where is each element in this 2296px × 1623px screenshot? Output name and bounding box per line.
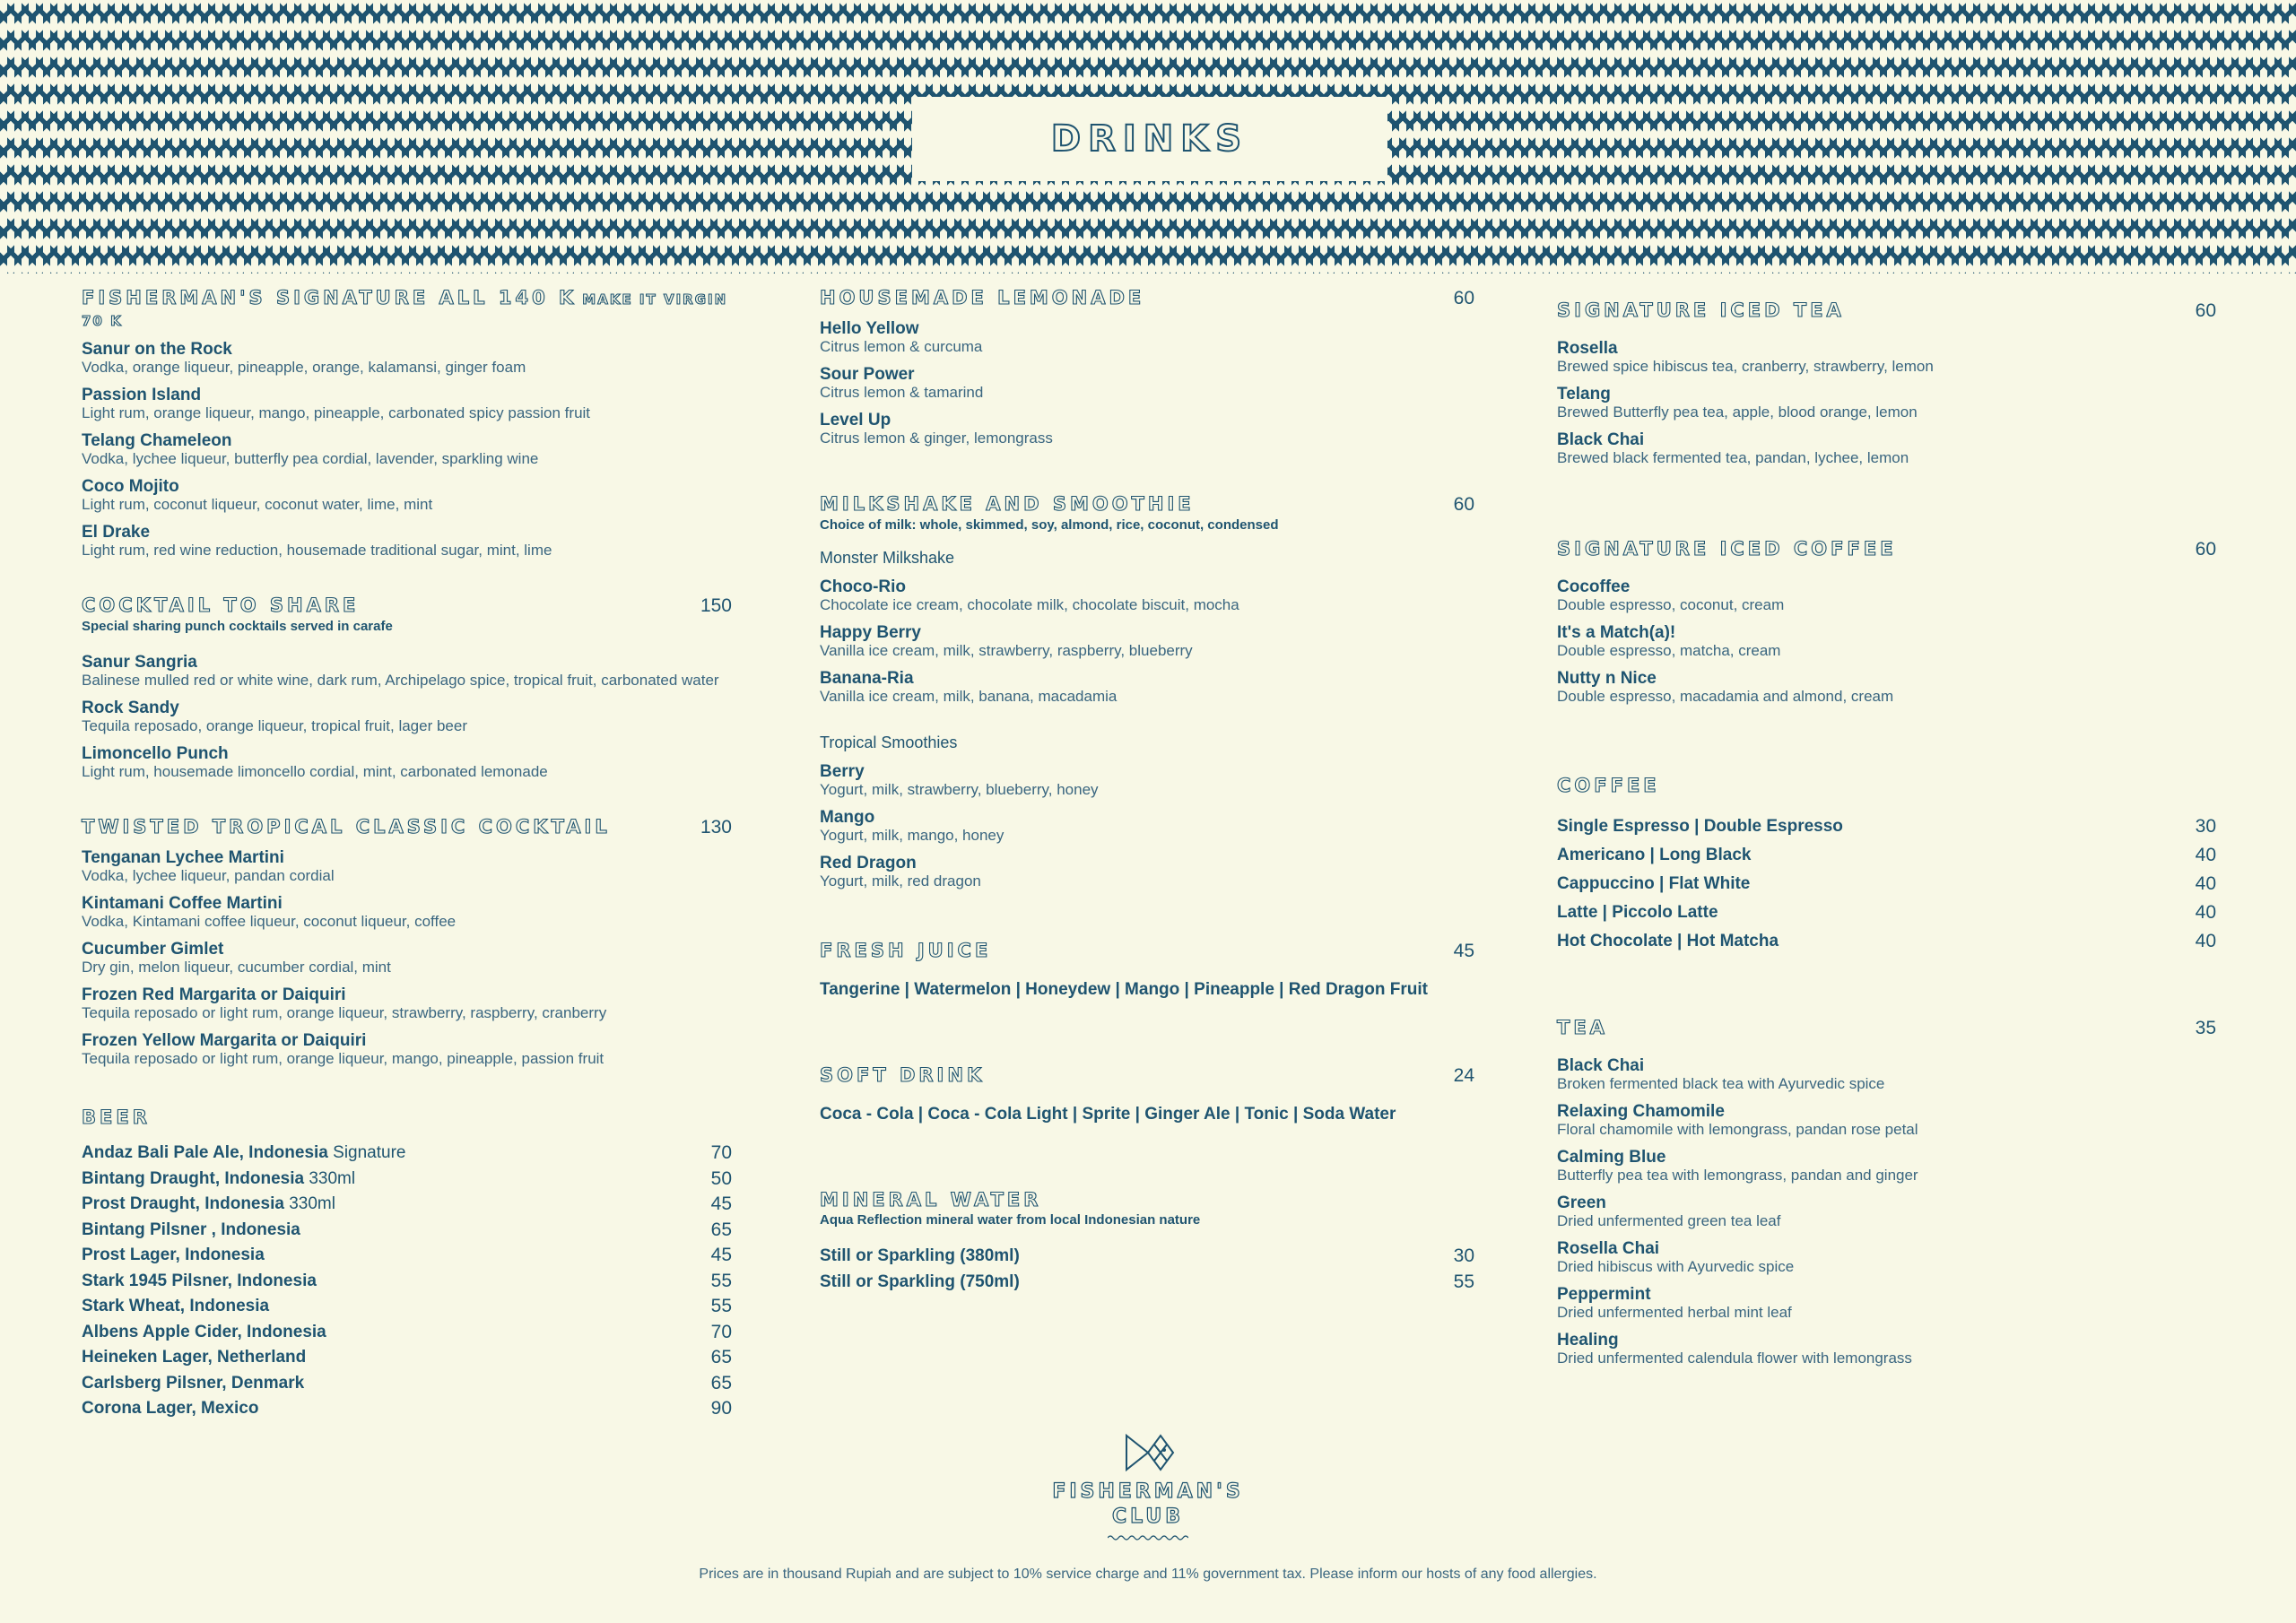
section-mineral-water [820, 1189, 1474, 1295]
section-soft-drink [820, 1064, 1474, 1124]
item-name: Coco Mojito [82, 477, 179, 496]
row-price: 65 [710, 1219, 732, 1240]
menu-item [1557, 1103, 2216, 1138]
section-price: 130 [700, 817, 732, 838]
item-name: Frozen Yellow Margarita or Daiquiri [82, 1031, 367, 1050]
item-name: Kintamani Coffee Martini [82, 894, 283, 913]
row-price: 45 [710, 1193, 732, 1214]
menu-item [820, 855, 1474, 890]
row-price: 55 [710, 1296, 732, 1316]
item-list [820, 578, 1474, 705]
item-list [820, 763, 1474, 890]
row-price: 40 [2195, 902, 2216, 923]
item-description: Butterfly pea tea with lemongrass, pandan and ginger [1557, 1167, 1918, 1184]
row-extra: 330ml [289, 1194, 335, 1213]
item-name: Nutty n Nice [1557, 669, 1657, 688]
section-header [820, 1064, 1474, 1087]
price-row [1557, 812, 2216, 841]
row-price: 30 [1453, 1245, 1474, 1266]
section-subtitle: Special sharing punch cocktails served in carafe [82, 619, 393, 634]
item-description: Double espresso, macadamia and almond, cream [1557, 688, 1894, 705]
coffee-list [1557, 812, 2216, 956]
row-label [1557, 927, 1779, 956]
item-name: Sanur Sangria [82, 653, 197, 672]
section-title: SIGNATURE ICED TEA [1557, 299, 1845, 321]
row-price: 65 [710, 1347, 732, 1367]
section-price: 60 [2195, 300, 2216, 321]
item-description: Citrus lemon & ginger, lemongrass [820, 430, 1053, 447]
section-milkshake [820, 493, 1474, 890]
menu-item [820, 624, 1474, 659]
section-header [820, 940, 1474, 962]
group-label: Monster Milkshake [820, 549, 955, 567]
row-price: 55 [1453, 1271, 1474, 1292]
item-list [82, 849, 732, 1067]
row-label [82, 1269, 317, 1295]
row-label [82, 1294, 269, 1320]
item-name: Berry [820, 762, 865, 781]
menu-item [820, 809, 1474, 844]
item-description: Yogurt, milk, mango, honey [820, 827, 1004, 844]
price-row [82, 1320, 732, 1346]
section-header [820, 493, 1474, 516]
item-name: Peppermint [1557, 1285, 1651, 1304]
item-description: Vodka, Kintamani coffee liqueur, coconut liqueur, coffee [82, 913, 457, 930]
section-price: 24 [1453, 1065, 1474, 1086]
item-name: Cucumber Gimlet [82, 940, 224, 959]
price-row [82, 1167, 732, 1193]
section-tea [1557, 1017, 2216, 1367]
row-name: Heineken Lager, Netherland [82, 1348, 307, 1367]
row-name: Stark 1945 Pilsner, Indonesia [82, 1271, 317, 1290]
item-name: Green [1557, 1193, 1606, 1212]
juice-list: Tangerine | Watermelon | Honeydew | Mango | Pineapple | Red Dragon Fruit [820, 980, 1428, 999]
item-list [82, 654, 732, 780]
row-name: Cappuccino | Flat White [1557, 874, 1751, 893]
row-price: 70 [710, 1142, 732, 1163]
item-description: Vanilla ice cream, milk, strawberry, raspberry, blueberry [820, 642, 1193, 659]
fish-icon [1119, 1430, 1177, 1475]
price-row [82, 1396, 732, 1422]
section-price: 60 [1453, 288, 1474, 308]
section-title: COFFEE [1557, 775, 1660, 796]
item-description: Chocolate ice cream, chocolate milk, chocolate biscuit, mocha [820, 596, 1239, 613]
section-title: BEER [82, 1107, 151, 1128]
row-name: Latte | Piccolo Latte [1557, 903, 1718, 922]
footer-note: Prices are in thousand Rupiah and are subject to 10% service charge and 11% government tax. Please inform our hosts of any food allergies. [699, 1567, 1597, 1582]
item-description: Vodka, lychee liqueur, butterfly pea cordial, lavender, sparkling wine [82, 450, 539, 467]
row-price: 65 [710, 1372, 732, 1393]
item-name: Passion Island [82, 386, 202, 404]
item-name: Telang [1557, 385, 1611, 404]
section-header [1557, 299, 2216, 322]
menu-item [82, 699, 732, 734]
section-subtitle: Choice of milk: whole, skimmed, soy, almond, rice, coconut, condensed [820, 517, 1279, 533]
menu-item [1557, 670, 2216, 705]
menu-item [82, 941, 732, 976]
section-title: FRESH JUICE [820, 940, 992, 961]
price-row [1557, 898, 2216, 927]
page-title: DRINKS [1050, 118, 1249, 160]
row-label [82, 1141, 406, 1167]
item-name: Red Dragon [820, 854, 917, 872]
row-label [1557, 812, 1843, 841]
item-name: Sanur on the Rock [82, 340, 232, 359]
section-title: SIGNATURE ICED COFFEE [1557, 538, 1897, 560]
section-title: MINERAL WATER [820, 1189, 1042, 1211]
price-row [1557, 870, 2216, 898]
row-name: Bintang Draught, Indonesia [82, 1168, 305, 1188]
menu-item [820, 578, 1474, 613]
row-label [82, 1218, 300, 1244]
price-row [82, 1192, 732, 1218]
item-name: Happy Berry [820, 623, 921, 642]
row-name: Hot Chocolate | Hot Matcha [1557, 932, 1779, 950]
item-description: Broken fermented black tea with Ayurvedic spice [1557, 1075, 1885, 1092]
menu-item [820, 763, 1474, 798]
item-description: Dried unfermented calendula flower with lemongrass [1557, 1350, 1912, 1367]
section-signature [82, 287, 732, 559]
column-left [82, 287, 732, 1422]
menu-item [820, 366, 1474, 401]
menu-item [82, 895, 732, 930]
beer-list [82, 1141, 732, 1422]
item-description: Brewed Butterfly pea tea, apple, blood orange, lemon [1557, 404, 1918, 421]
section-title [82, 287, 732, 330]
menu-item [1557, 386, 2216, 421]
item-name: Black Chai [1557, 1056, 1645, 1075]
item-name: Tenganan Lychee Martini [82, 848, 284, 867]
item-name: Frozen Red Margarita or Daiquiri [82, 985, 346, 1004]
price-row [82, 1345, 732, 1371]
section-title: COCKTAIL TO SHARE [82, 595, 360, 616]
row-price: 40 [2195, 931, 2216, 951]
menu-item [1557, 624, 2216, 659]
price-row [1557, 841, 2216, 870]
menu-item [1557, 578, 2216, 613]
menu-item [82, 1032, 732, 1067]
menu-item [82, 745, 732, 780]
menu-item [820, 412, 1474, 447]
row-name: Prost Draught, Indonesia [82, 1194, 284, 1213]
menu-item [820, 320, 1474, 355]
item-name: Cocoffee [1557, 577, 1631, 596]
section-share [82, 595, 732, 780]
item-list [1557, 578, 2216, 705]
item-description: Vanilla ice cream, milk, banana, macadamia [820, 688, 1118, 705]
row-name: Single Espresso | Double Espresso [1557, 817, 1843, 836]
item-description: Dried unfermented green tea leaf [1557, 1212, 1781, 1229]
item-description: Light rum, red wine reduction, housemade traditional sugar, mint, lime [82, 542, 552, 559]
item-description: Yogurt, milk, red dragon [820, 872, 981, 890]
price-row [82, 1269, 732, 1295]
soft-drink-list: Coca - Cola | Coca - Cola Light | Sprite | Ginger Ale | Tonic | Soda Water [820, 1105, 1396, 1124]
row-label [820, 1270, 1020, 1296]
item-description: Dry gin, melon liqueur, cucumber cordial, mint [82, 959, 391, 976]
price-row [82, 1243, 732, 1269]
section-header [82, 595, 732, 617]
section-title: TWISTED TROPICAL CLASSIC COCKTAIL [82, 816, 611, 838]
section-price: 35 [2195, 1018, 2216, 1038]
section-coffee [1557, 775, 2216, 956]
menu-item [82, 849, 732, 884]
section-title: MILKSHAKE AND SMOOTHIE [820, 493, 1195, 515]
menu-item [82, 986, 732, 1021]
menu-item [820, 670, 1474, 705]
item-name: Limoncello Punch [82, 744, 229, 763]
price-row [820, 1244, 1474, 1270]
brand-logo [1031, 1430, 1265, 1546]
price-row [820, 1270, 1474, 1296]
item-description: Citrus lemon & curcuma [820, 338, 983, 355]
section-juice [820, 940, 1474, 1000]
item-name: Rosella Chai [1557, 1239, 1660, 1258]
item-description: Light rum, orange liqueur, mango, pineapple, carbonated spicy passion fruit [82, 404, 591, 421]
item-description: Balinese mulled red or white wine, dark rum, Archipelago spice, tropical fruit, carbonated water [82, 672, 719, 689]
item-name: It's a Match(a)! [1557, 623, 1676, 642]
signature-title: FISHERMAN'S SIGNATURE ALL 140 K [82, 287, 578, 308]
item-name: Mango [820, 808, 875, 827]
section-iced-coffee [1557, 538, 2216, 705]
price-row [1557, 927, 2216, 956]
item-description: Tequila reposado, orange liqueur, tropical fruit, lager beer [82, 717, 467, 734]
menu-item [1557, 1332, 2216, 1367]
section-price: 60 [2195, 539, 2216, 560]
item-description: Citrus lemon & tamarind [820, 384, 984, 401]
item-description: Dried hibiscus with Ayurvedic spice [1557, 1258, 1795, 1275]
section-header [1557, 1017, 2216, 1039]
item-list [82, 341, 732, 559]
row-label [82, 1192, 335, 1218]
row-name: Stark Wheat, Indonesia [82, 1297, 270, 1315]
menu-item [1557, 340, 2216, 375]
item-name: Relaxing Chamomile [1557, 1102, 1725, 1121]
row-label [82, 1396, 258, 1422]
row-price: 55 [710, 1270, 732, 1291]
item-name: Rock Sandy [82, 699, 179, 717]
section-title: SOFT DRINK [820, 1064, 986, 1086]
item-description: Yogurt, milk, strawberry, blueberry, honey [820, 781, 1099, 798]
item-list [820, 320, 1474, 447]
row-name: Still or Sparkling (380ml) [820, 1246, 1020, 1265]
item-description: Tequila reposado or light rum, orange liqueur, strawberry, raspberry, cranberry [82, 1004, 607, 1021]
item-description: Floral chamomile with lemongrass, pandan rose petal [1557, 1121, 1918, 1138]
item-description: Double espresso, matcha, cream [1557, 642, 1781, 659]
price-row [82, 1141, 732, 1167]
row-label [82, 1320, 326, 1346]
row-label [82, 1345, 306, 1371]
menu-item [1557, 1194, 2216, 1229]
price-row [82, 1294, 732, 1320]
item-name: Hello Yellow [820, 319, 919, 338]
menu-item [1557, 431, 2216, 466]
column-middle [820, 287, 1474, 1295]
water-list [820, 1244, 1474, 1295]
item-name: Calming Blue [1557, 1148, 1666, 1167]
brand-name-line1: FISHERMAN'S [1052, 1480, 1244, 1503]
price-row [82, 1218, 732, 1244]
row-label [820, 1244, 1020, 1270]
section-beer [82, 1107, 732, 1422]
title-banner [912, 97, 1387, 181]
menu-item [82, 341, 732, 376]
row-label [82, 1371, 304, 1397]
menu-item [82, 386, 732, 421]
menu-item [82, 478, 732, 513]
menu-item [1557, 1286, 2216, 1321]
item-list [1557, 1057, 2216, 1367]
row-name: Prost Lager, Indonesia [82, 1245, 265, 1264]
row-extra: 330ml [309, 1168, 356, 1188]
row-name: Corona Lager, Mexico [82, 1399, 259, 1418]
price-row [82, 1371, 732, 1397]
row-price: 50 [710, 1167, 732, 1189]
section-price: 45 [1453, 941, 1474, 961]
row-label [82, 1243, 265, 1269]
row-price: 70 [710, 1321, 732, 1342]
menu-item [1557, 1149, 2216, 1184]
row-label [1557, 898, 1718, 927]
menu-item [82, 524, 732, 559]
column-right [1557, 287, 2216, 1367]
row-name: Andaz Bali Pale Ale, Indonesia [82, 1143, 328, 1162]
row-name: Albens Apple Cider, Indonesia [82, 1322, 326, 1341]
row-extra: Signature [333, 1143, 406, 1162]
row-label [82, 1167, 355, 1193]
section-iced-tea [1557, 299, 2216, 466]
section-header [1557, 538, 2216, 560]
item-description: Tequila reposado or light rum, orange liqueur, mango, pineapple, passion fruit [82, 1050, 604, 1067]
item-name: Healing [1557, 1331, 1619, 1350]
item-name: Sour Power [820, 365, 915, 384]
section-header [82, 816, 732, 838]
item-description: Vodka, lychee liqueur, pandan cordial [82, 867, 335, 884]
row-price: 40 [2195, 845, 2216, 865]
item-description: Brewed spice hibiscus tea, cranberry, strawberry, lemon [1557, 358, 1934, 375]
item-description: Dried unfermented herbal mint leaf [1557, 1304, 1792, 1321]
menu-item [1557, 1057, 2216, 1092]
virgin-note: MAKE IT VIRGIN 70 K [82, 291, 728, 329]
row-price: 30 [2195, 816, 2216, 837]
section-title: HOUSEMADE LEMONADE [820, 287, 1145, 308]
item-name: El Drake [82, 523, 151, 542]
section-twisted [82, 816, 732, 1067]
wave-divider-icon [1108, 1534, 1188, 1541]
menu-item [1557, 1240, 2216, 1275]
section-price: 60 [1453, 494, 1474, 515]
row-price: 40 [2195, 873, 2216, 894]
item-description: Vodka, orange liqueur, pineapple, orange, kalamansi, ginger foam [82, 359, 526, 376]
section-title: TEA [1557, 1017, 1608, 1038]
item-description: Brewed black fermented tea, pandan, lychee, lemon [1557, 449, 1909, 466]
item-description: Double espresso, coconut, cream [1557, 596, 1785, 613]
section-header [820, 287, 1474, 309]
row-name: Bintang Pilsner , Indonesia [82, 1219, 300, 1239]
item-name: Banana-Ria [820, 669, 914, 688]
menu-item [82, 432, 732, 467]
row-name: Still or Sparkling (750ml) [820, 1271, 1020, 1291]
section-subtitle: Aqua Reflection mineral water from local Indonesian nature [820, 1212, 1201, 1228]
section-lemonade [820, 287, 1474, 447]
section-price: 150 [700, 595, 732, 616]
item-description: Light rum, coconut liqueur, coconut water, lime, mint [82, 496, 433, 513]
item-list [1557, 340, 2216, 466]
row-price: 45 [710, 1245, 732, 1265]
row-name: Americano | Long Black [1557, 846, 1752, 864]
item-name: Level Up [820, 411, 891, 430]
item-name: Rosella [1557, 339, 1618, 358]
brand-name-line2: CLUB [1111, 1506, 1184, 1528]
item-name: Choco-Rio [820, 577, 907, 596]
menu-item [82, 654, 732, 689]
row-label [1557, 870, 1750, 898]
row-name: Carlsberg Pilsner, Denmark [82, 1373, 305, 1393]
group-label: Tropical Smoothies [820, 733, 958, 751]
item-name: Black Chai [1557, 430, 1645, 449]
row-label [1557, 841, 1751, 870]
item-name: Telang Chameleon [82, 431, 232, 450]
row-price: 90 [710, 1398, 732, 1419]
item-description: Light rum, housemade limoncello cordial, mint, carbonated lemonade [82, 763, 548, 780]
